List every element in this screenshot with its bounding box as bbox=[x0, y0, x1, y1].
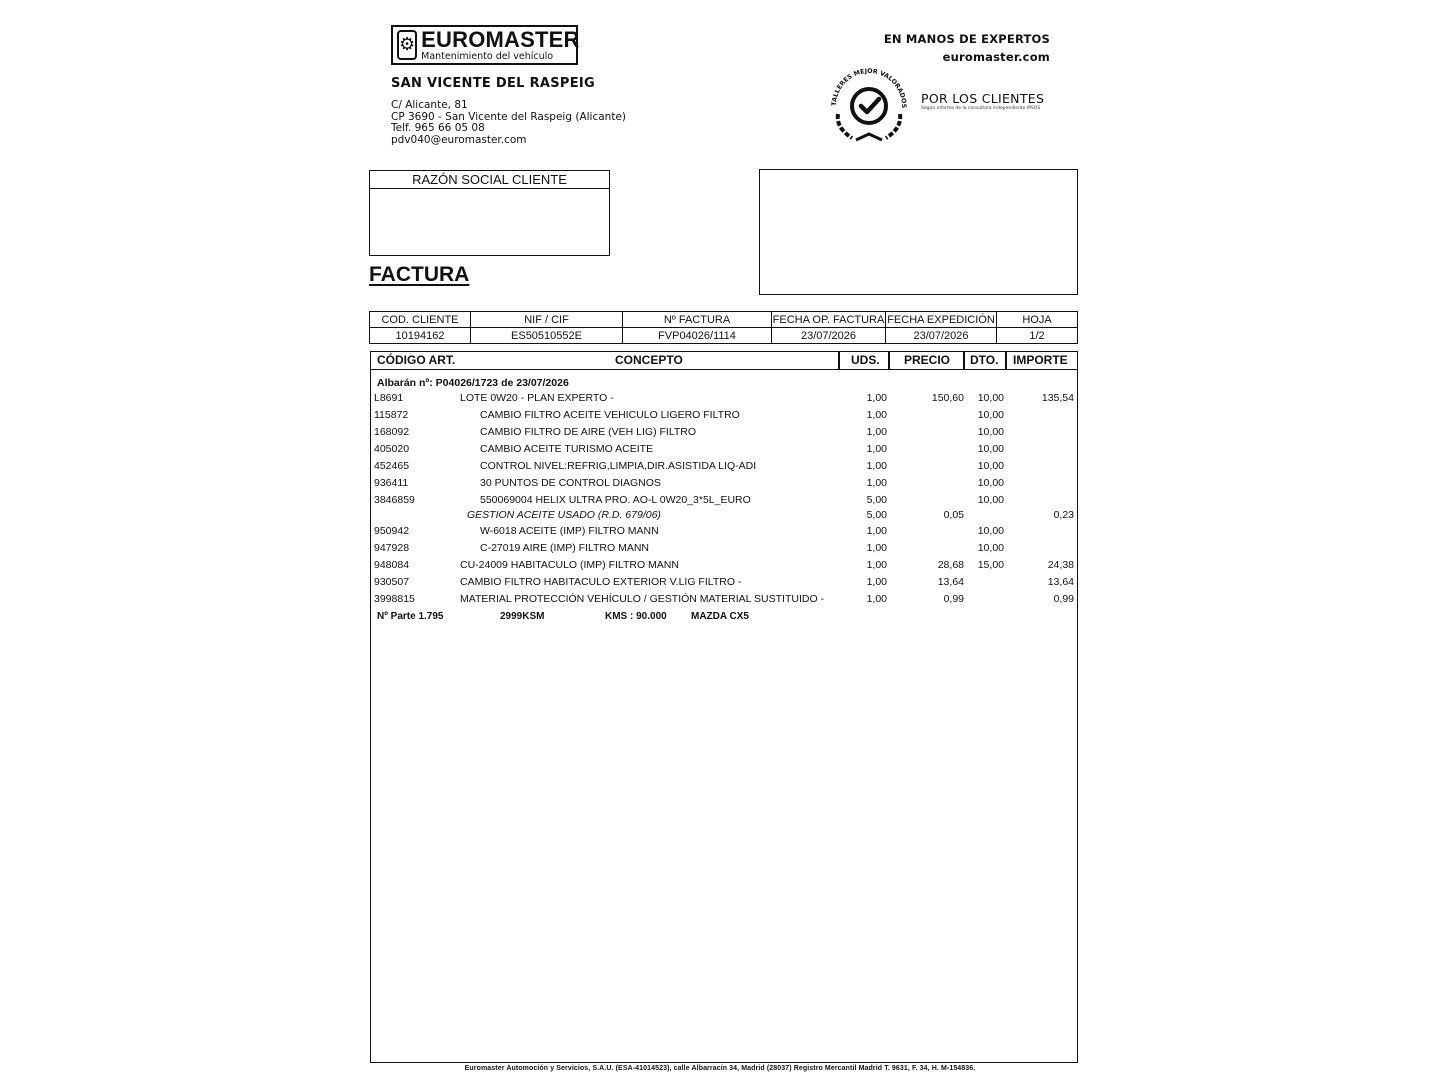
item-code: L8691 bbox=[374, 392, 404, 404]
item-concept: LOTE 0W20 - PLAN EXPERTO - bbox=[460, 392, 614, 404]
table-row bbox=[371, 475, 1077, 491]
item-importe: 135,54 bbox=[1041, 392, 1074, 404]
vehicle-kms: KMS : 90.000 bbox=[605, 611, 667, 622]
item-dto: 10,00 bbox=[977, 460, 1004, 472]
item-precio: 150,60 bbox=[931, 392, 964, 404]
item-precio: 28,68 bbox=[937, 559, 964, 571]
item-code: 452465 bbox=[374, 460, 410, 472]
item-importe: 24,38 bbox=[1047, 559, 1074, 571]
item-code: 405020 bbox=[374, 443, 410, 455]
table-row bbox=[371, 441, 1077, 457]
item-code: 950942 bbox=[374, 525, 410, 537]
client-box-razon-social bbox=[369, 170, 610, 256]
branch-address: C/ Alicante, 81 bbox=[391, 99, 468, 111]
item-concept: W-6018 ACEITE (IMP) FILTRO MANN bbox=[480, 525, 659, 537]
info-header-fecha-exp: FECHA EXPEDICIÓN bbox=[887, 313, 995, 326]
albaran-line: Albarán nº: P04026/1723 de 23/07/2026 bbox=[377, 377, 569, 389]
items-header-dto: DTO. bbox=[970, 353, 999, 367]
item-dto: 10,00 bbox=[977, 392, 1004, 404]
por-clientes: POR LOS CLIENTES bbox=[921, 91, 1045, 106]
items-header-precio: PRECIO bbox=[904, 353, 951, 367]
item-code: 115872 bbox=[374, 409, 409, 421]
vehicle-info-row bbox=[371, 609, 1077, 625]
item-uds: 1,00 bbox=[866, 392, 887, 404]
item-code: 3998815 bbox=[374, 593, 415, 605]
branch-name: SAN VICENTE DEL RASPEIG bbox=[391, 76, 596, 91]
item-dto: 10,00 bbox=[977, 494, 1004, 506]
info-value-row bbox=[370, 328, 1078, 344]
item-dto: 10,00 bbox=[977, 477, 1004, 489]
items-header-codigo: CÓDIGO ART. bbox=[377, 353, 456, 367]
item-code: 3846859 bbox=[374, 494, 415, 506]
table-row bbox=[371, 390, 1077, 406]
items-table bbox=[370, 351, 1078, 1063]
item-code: 930507 bbox=[374, 576, 410, 588]
item-concept: 550069004 HELIX ULTRA PRO. AO-L 0W20_3*5L_EURO bbox=[480, 494, 751, 506]
footer-legal: Euromaster Automoción y Servicios, S.A.U. (ESA-41014523), calle Albarracín 34, Madrid (28037) Registro Mercantil Madrid T. 9631, F. 34, H. M-154836. bbox=[464, 1065, 976, 1072]
item-concept: CAMBIO FILTRO ACEITE VEHICULO LIGERO FILTRO bbox=[480, 409, 740, 421]
item-precio: 13,64 bbox=[937, 576, 964, 588]
item-uds: 1,00 bbox=[866, 409, 887, 421]
branch-phone: Telf. 965 66 05 08 bbox=[391, 122, 485, 134]
item-dto: 10,00 bbox=[977, 443, 1004, 455]
item-code: 168092 bbox=[374, 426, 410, 438]
branch-postal: CP 3690 - San Vicente del Raspeig (Alicante) bbox=[391, 110, 626, 123]
item-concept: CONTROL NIVEL:REFRIG,LIMPIA,DIR.ASISTIDA LIQ-ADI bbox=[480, 460, 757, 472]
info-header-num-factura: Nº FACTURA bbox=[623, 312, 772, 328]
info-header-cod-cliente: COD. CLIENTE bbox=[370, 312, 471, 328]
table-row bbox=[371, 557, 1077, 573]
item-uds: 5,00 bbox=[866, 509, 887, 521]
info-header-nif: NIF / CIF bbox=[471, 312, 623, 328]
info-header-fecha-op: FECHA OP. FACTURA bbox=[772, 313, 885, 326]
info-value-cod-cliente: 10194162 bbox=[370, 328, 471, 344]
item-dto: 10,00 bbox=[977, 426, 1004, 438]
table-row bbox=[371, 591, 1077, 607]
item-code: 947928 bbox=[374, 542, 410, 554]
item-concept: CU-24009 HABITACULO (IMP) FILTRO MANN bbox=[460, 559, 679, 571]
table-row bbox=[371, 574, 1077, 590]
item-dto: 15,00 bbox=[977, 559, 1004, 571]
parte-number: Nº Parte 1.795 bbox=[377, 611, 444, 622]
slogan-block bbox=[884, 30, 1050, 66]
item-uds: 1,00 bbox=[866, 542, 887, 554]
vehicle-model: MAZDA CX5 bbox=[691, 611, 749, 622]
por-clientes-note: Según informe de la consultora independiente IPSOS bbox=[921, 106, 1041, 111]
item-dto: 10,00 bbox=[977, 409, 1004, 421]
item-importe: 0,99 bbox=[1053, 593, 1074, 605]
branch-contact bbox=[391, 100, 626, 146]
vehicle-plate: 2999KSM bbox=[500, 611, 545, 622]
logo-tagline: Mantenimiento del vehículo bbox=[421, 50, 554, 62]
item-concept: C-27019 AIRE (IMP) FILTRO MANN bbox=[480, 542, 650, 554]
item-uds: 1,00 bbox=[866, 477, 887, 489]
info-header-hoja: HOJA bbox=[997, 312, 1078, 328]
item-concept: MATERIAL PROTECCIÓN VEHÍCULO / GESTIÓN MATERIAL SUSTITUIDO - bbox=[460, 593, 825, 605]
table-row bbox=[371, 507, 1077, 523]
company-logo bbox=[391, 25, 578, 65]
item-dto: 10,00 bbox=[977, 525, 1004, 537]
item-uds: 1,00 bbox=[866, 426, 887, 438]
razon-social-label: RAZÓN SOCIAL CLIENTE bbox=[370, 171, 609, 189]
talleres-seal-icon bbox=[824, 62, 914, 144]
item-uds: 1,00 bbox=[866, 559, 887, 571]
items-header-row bbox=[371, 352, 1077, 370]
slogan: EN MANOS DE EXPERTOS bbox=[883, 32, 1050, 46]
item-uds: 1,00 bbox=[866, 576, 887, 588]
items-header-concepto: CONCEPTO bbox=[615, 353, 683, 367]
item-concept: CAMBIO FILTRO HABITACULO EXTERIOR V.LIG FILTRO - bbox=[460, 576, 742, 588]
item-concept: GESTION ACEITE USADO (R.D. 679/06) bbox=[467, 509, 661, 521]
table-row bbox=[371, 407, 1077, 423]
item-concept: CAMBIO FILTRO DE AIRE (VEH LIG) FILTRO bbox=[480, 426, 697, 438]
website: euromaster.com bbox=[942, 50, 1050, 64]
item-code: 936411 bbox=[374, 477, 409, 489]
table-row bbox=[371, 458, 1077, 474]
item-uds: 1,00 bbox=[866, 525, 887, 537]
table-row bbox=[371, 424, 1077, 440]
info-header-row bbox=[370, 312, 1078, 328]
item-uds: 5,00 bbox=[866, 494, 887, 506]
item-uds: 1,00 bbox=[866, 593, 887, 605]
item-code: 948084 bbox=[374, 559, 410, 571]
item-concept: 30 PUNTOS DE CONTROL DIAGNOS bbox=[480, 477, 661, 489]
items-header-importe: IMPORTE bbox=[1013, 353, 1068, 367]
table-row bbox=[371, 523, 1077, 539]
document-title: FACTURA bbox=[369, 263, 470, 286]
item-uds: 1,00 bbox=[866, 460, 887, 472]
euromaster-logo-icon: ⚙ bbox=[397, 30, 417, 60]
item-uds: 1,00 bbox=[866, 443, 887, 455]
item-precio: 0,05 bbox=[943, 509, 964, 521]
info-value-fecha-op: 23/07/2026 bbox=[772, 328, 886, 344]
table-row bbox=[371, 540, 1077, 556]
item-precio: 0,99 bbox=[943, 593, 964, 605]
invoice-info-table bbox=[369, 311, 1078, 344]
seal-text: TALLERES MEJOR VALORADOS bbox=[830, 67, 908, 109]
info-value-nif: ES50510552E bbox=[471, 328, 623, 344]
items-header-uds: UDS. bbox=[851, 353, 880, 367]
item-dto: 10,00 bbox=[977, 542, 1004, 554]
item-importe: 0,23 bbox=[1053, 509, 1074, 521]
item-concept: CAMBIO ACEITE TURISMO ACEITE bbox=[480, 443, 654, 455]
client-box-address bbox=[759, 169, 1078, 295]
info-value-fecha-exp: 23/07/2026 bbox=[886, 328, 997, 344]
table-row bbox=[371, 492, 1077, 508]
info-value-num-factura: FVP04026/1114 bbox=[623, 328, 772, 344]
info-value-hoja: 1/2 bbox=[997, 328, 1078, 344]
item-importe: 13,64 bbox=[1047, 576, 1074, 588]
branch-email: pdv040@euromaster.com bbox=[391, 133, 527, 146]
logo-name: EUROMASTER bbox=[421, 26, 580, 52]
